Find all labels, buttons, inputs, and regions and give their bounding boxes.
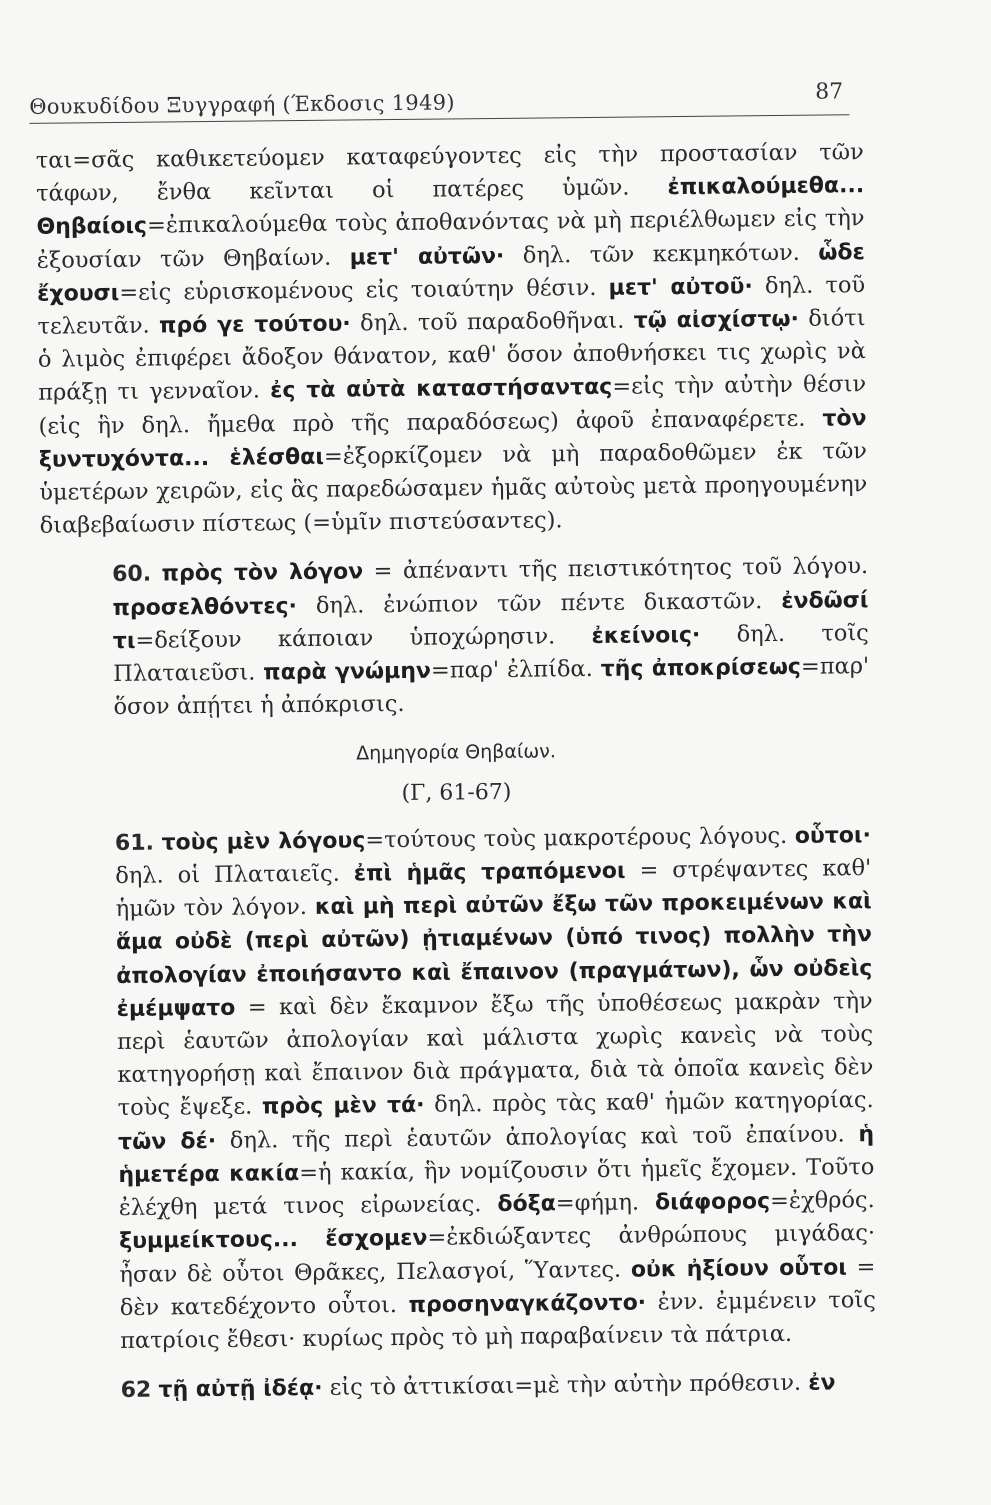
gloss-text: ται=σᾶς καθικετεύομεν καταφεύγοντες εἰς τὴν προστασίαν τῶν τάφων, ἔνθα κεῖνται οἱ πατέρες ὑμῶν.: [36, 139, 864, 207]
section-number: 60.: [112, 562, 151, 587]
gloss-text: δηλ. τοῦ παραδοθῆναι.: [351, 308, 634, 337]
gloss-text: =ἡ κακία, ἣν νομίζουσιν ὅτι ἡμεῖς ἔχομεν. Τοῦτο ἐλέχθη μετά τινος εἰρωνείας.: [119, 1154, 875, 1221]
paragraph-62: [49, 1366, 877, 1408]
running-title: Θουκυδίδου Ξυγγραφή (Έκδοσις 1949): [29, 90, 455, 118]
gloss-text: = στρέψαντες καθ' ἡμῶν τὸν λόγον.: [116, 855, 872, 922]
gloss-text: =ἐπικαλούμεθα τοὺς ἀποθανόντας νὰ μὴ περιέλθωμεν εἰς τὴν ἐξουσίαν τῶν Θηβαίων.: [37, 206, 865, 274]
gloss-text: δηλ. τῶν κεκμηκότων.: [504, 239, 818, 268]
lemma: πρό γε τούτου·: [159, 312, 351, 339]
gloss-text: =παρ' ὅσον ἀπῄτει ἡ ἀπόκρισις.: [113, 653, 869, 720]
gloss-text: = ἀπέναντι τῆς πειστικότητος τοῦ λόγου.: [363, 554, 868, 585]
gloss-text: =τούτους τοὺς μακροτέρους λόγους.: [365, 823, 795, 853]
lemma: Θηβαίοις: [36, 214, 147, 240]
gloss-text: δηλ. ἐνώπιον τῶν πέντε δικαστῶν.: [297, 588, 782, 619]
page-number: 87: [815, 79, 843, 104]
lemma: πρὸς τὸν λόγον: [161, 560, 363, 587]
gloss-text: δηλ. τῆς περὶ ἑαυτῶν ἀπολογίας καὶ τοῦ ἐπαίνου.: [216, 1121, 858, 1154]
page-header: [29, 74, 849, 124]
lemma: ὧδε ἔχουσι: [37, 240, 865, 307]
lemma: ἐκείνοις·: [591, 623, 700, 649]
lemma: τὸν ξυντυχόντα... ἑλέσθαι: [39, 406, 867, 473]
lemma: ἔσχομεν: [325, 1226, 427, 1252]
lemma: τῆς ἀποκρίσεως: [601, 655, 801, 682]
lemma: τῷ αἰσχίστῳ·: [634, 307, 800, 334]
gloss-text: =εἰς τὴν αὐτὴν θέσιν (εἰς ἣν δηλ. ἤμεθα πρὸ τῆς παραδόσεως) ἀφοῦ ἐπαναφέρετε.: [38, 372, 866, 440]
lemma: διάφορος: [655, 1189, 770, 1215]
lemma: πρὸς μὲν τά·: [262, 1093, 425, 1120]
gloss-text: = δὲν κατεδέχοντο οὗτοι.: [120, 1254, 876, 1321]
lemma: ἐπικαλούμεθα...: [667, 173, 864, 200]
section-reference: (Γ, 61-67): [42, 772, 870, 814]
lemma: οὐκ ἠξίουν οὗτοι: [631, 1255, 847, 1282]
lemma: ἐς τὰ αὐτὰ καταστήσαντας: [270, 375, 612, 404]
page-body: [36, 136, 877, 1408]
gloss-text: =ἐξορκίζομεν νὰ μὴ παραδοθῶμεν ἐκ τῶν ὑμετέρων χειρῶν, εἰς ἃς παρεδώσαμεν ἡμᾶς αὐτοὺς μετὰ προηγουμένην διαβεβαίωσιν πίστεως (=ὑμῖν πιστεύσαντες).: [39, 438, 867, 539]
gloss-text: δηλ. πρὸς τὰς καθ' ἡμῶν κατηγορίας.: [424, 1088, 873, 1119]
section-number: 62: [121, 1378, 152, 1403]
gloss-text: δηλ. οἱ Πλαταιεῖς.: [115, 861, 354, 889]
lemma: τοὺς μὲν λόγους: [161, 828, 365, 855]
gloss-text: εἰς τὸ ἀττικίσαι=μὲ τὴν αὐτὴν πρόθεσιν.: [322, 1370, 808, 1401]
gloss-text: = καὶ δὲν ἔκαμνον ἔξω τῆς ὑποθέσεως μακρὰν τὴν περὶ ἑαυτῶν ἀπολογίαν καὶ μάλιστα χωρὶς κανεὶς νὰ τοὺς κατηγορήσῃ καὶ ἔπαινον διὰ πράγματα, διὰ τὰ ὁποῖα κανεὶς δὲν τοὺς ἔψεξε.: [117, 988, 874, 1122]
section-number: 61.: [115, 830, 154, 855]
gloss-text: =ἐκδιώξαντες ἀνθρώπους μιγάδας· ἦσαν δὲ οὗτοι Θρᾶκες, Πελασγοί, Ὕαντες.: [119, 1220, 875, 1287]
gloss-text: =παρ' ἐλπίδα.: [431, 656, 601, 684]
lemma: ἐν: [808, 1371, 835, 1396]
gloss-text: δηλ. τοῖς Πλαταιεῦσι.: [113, 620, 869, 687]
lemma: τῇ αὐτῇ ἰδέᾳ·: [158, 1376, 322, 1403]
lemma: μετ' αὐτοῦ·: [608, 274, 752, 301]
paragraph-60: [40, 551, 870, 726]
lemma: ἐπὶ ἡμᾶς τραπόμενοι: [354, 859, 626, 887]
lemma: παρὰ γνώμην: [263, 659, 431, 686]
lemma: ἡ ἡμετέρα κακία: [118, 1122, 874, 1188]
gloss-text: =δείξουν κάποιαν ὑποχώρησιν.: [135, 623, 591, 654]
lemma: τῶν δέ·: [118, 1129, 216, 1155]
lemma: ἐνδῶσί τι: [113, 588, 869, 654]
gloss-text: [298, 1226, 326, 1252]
gloss-text: =εἰς εὑρισκομένους εἰς τοιαύτην θέσιν.: [119, 275, 609, 306]
gloss-text: δηλ. τοῦ τελευτᾶν.: [37, 272, 865, 340]
lemma: μετ' αὐτῶν·: [350, 243, 505, 270]
paragraph-61: [43, 819, 877, 1359]
gloss-text: =ἐχθρός.: [770, 1187, 875, 1214]
section-heading: Δημηγορία Θηβαίων.: [42, 733, 870, 775]
lemma: οὗτοι·: [795, 823, 871, 849]
lemma: καὶ μὴ περὶ αὐτῶν ἔξω τῶν προκειμένων καὶ ἅμα οὐδὲ (περὶ αὐτῶν) ᾐτιαμένων (ὑπό τινος) πολλὴν τὴν ἀπολογίαν ἐποιήσαντο καὶ ἔπαινον (πραγμάτων), ὧν οὐδεὶς ἐμέμψατο: [116, 889, 873, 1022]
gloss-text: ἐνν. ἐμμένειν τοῖς πατρίοις ἔθεσι· κυρίως πρὸς τὸ μὴ παραβαίνειν τὰ πάτρια.: [120, 1287, 876, 1354]
lemma: προσελθόντες·: [112, 594, 297, 621]
lemma: ξυμμείκτους...: [119, 1227, 298, 1254]
gloss-text: =φήμη.: [556, 1189, 656, 1216]
lemma: προσηναγκάζοντο·: [408, 1290, 646, 1317]
paragraph-59-cont: [36, 136, 868, 543]
lemma: δόξα: [497, 1191, 556, 1217]
gloss-text: διότι ὁ λιμὸς ἐπιφέρει ἄδοξον θάνατον, καθ' ὅσον ἀποθνήσκει τις χωρὶς νὰ πράξῃ τι γενναῖον.: [38, 305, 866, 406]
